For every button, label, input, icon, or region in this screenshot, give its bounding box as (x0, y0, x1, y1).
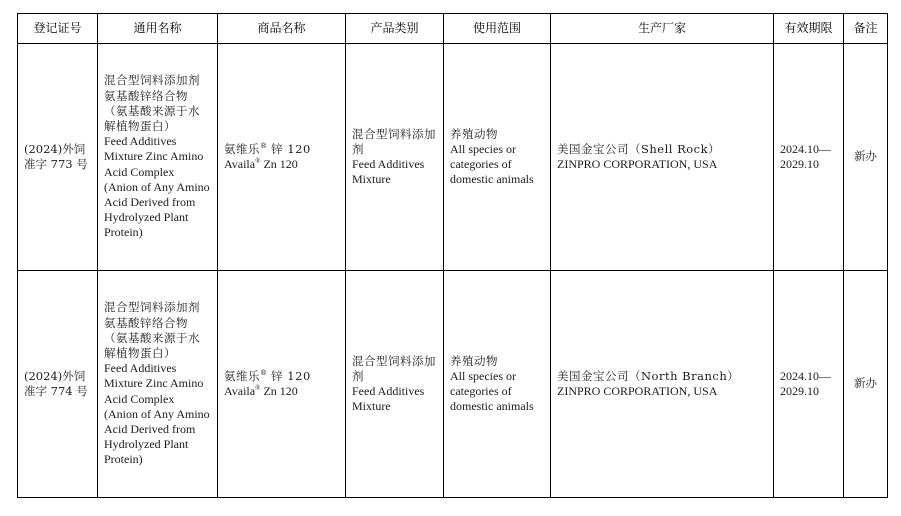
trade-name-en-a: Availa (224, 384, 256, 398)
validity-end: 2029.10 (780, 384, 819, 398)
category-cn: 混合型饲料添加剂 (352, 126, 436, 156)
trade-name-en-b: Zn 120 (260, 157, 298, 171)
trade-name-cn (224, 369, 339, 384)
validity-start: 2024.10— (780, 368, 831, 383)
category-cell (346, 271, 444, 498)
reg-no-line: 准字 773 号 (24, 157, 88, 171)
manufacturer-cell (551, 271, 774, 498)
validity-end: 2029.10 (780, 157, 819, 171)
header-trade-name: 商品名称 (218, 14, 346, 44)
table-row (18, 271, 888, 498)
registered-mark: ® (260, 141, 267, 150)
category-en: Feed Additives Mixture (352, 384, 425, 414)
header-scope: 使用范围 (444, 14, 551, 44)
trade-name-en (224, 384, 339, 399)
trade-name-cell (218, 44, 346, 271)
manufacturer-en: ZINPRO CORPORATION, USA (557, 157, 718, 171)
validity-cell (774, 271, 844, 498)
trade-name-cell (218, 271, 346, 498)
header-reg-no: 登记证号 (18, 14, 98, 44)
trade-name-en-a: Availa (224, 157, 256, 171)
validity-cell (774, 44, 844, 271)
header-validity: 有效期限 (774, 14, 844, 44)
table-row (18, 44, 888, 271)
generic-name-cell (98, 44, 218, 271)
scope-en: All species or categories of domestic animals (450, 368, 534, 414)
trade-name-cn-a: 氨维乐 (224, 368, 260, 383)
header-category: 产品类别 (346, 14, 444, 44)
generic-name-cn: 氨基酸锌络合物 (104, 315, 188, 330)
manufacturer-en: ZINPRO CORPORATION, USA (557, 384, 718, 398)
validity-start: 2024.10— (780, 141, 831, 156)
generic-name-en: Feed Additives Mixture Zinc Amino Acid Complex (Anion of Any Amino Acid Derived from Hydrolyzed Plant Protein) (104, 361, 210, 467)
reg-no-cell (18, 44, 98, 271)
scope-en: All species or categories of domestic animals (450, 141, 534, 187)
remark-cell: 新办 (844, 271, 888, 498)
manufacturer-cn: 美国金宝公司（Shell Rock） (557, 141, 721, 156)
header-remark: 备注 (844, 14, 888, 44)
reg-no-line: 准字 774 号 (24, 384, 88, 398)
generic-name-cn: 解植物蛋白） (104, 118, 176, 133)
reg-no-line: (2024)外饲 (24, 141, 86, 156)
generic-name-cn: 混合型饲料添加剂 (104, 73, 200, 88)
scope-cn: 养殖动物 (450, 353, 498, 368)
scope-cell (444, 271, 551, 498)
registered-mark: ® (260, 368, 267, 377)
generic-name-cn: 解植物蛋白） (104, 345, 176, 360)
header-generic-name: 通用名称 (98, 14, 218, 44)
generic-name-cn: （氨基酸来源于水 (104, 103, 200, 118)
scope-cn: 养殖动物 (450, 126, 498, 141)
scope-cell (444, 44, 551, 271)
trade-name-cn-b: 锌 120 (267, 368, 311, 383)
registration-table (17, 13, 888, 498)
manufacturer-cn: 美国金宝公司（North Branch） (557, 368, 740, 383)
remark-cell: 新办 (844, 44, 888, 271)
header-manufacturer: 生产厂家 (551, 14, 774, 44)
category-cn: 混合型饲料添加剂 (352, 353, 436, 383)
reg-no-cell (18, 271, 98, 498)
manufacturer-cell (551, 44, 774, 271)
trade-name-cn-b: 锌 120 (267, 141, 311, 156)
trade-name-cn-a: 氨维乐 (224, 141, 260, 156)
generic-name-cn: 氨基酸锌络合物 (104, 88, 188, 103)
registered-mark: ® (255, 157, 261, 165)
generic-name-en: Feed Additives Mixture Zinc Amino Acid Complex (Anion of Any Amino Acid Derived from Hydrolyzed Plant Protein) (104, 134, 210, 240)
registered-mark: ® (255, 384, 261, 392)
trade-name-cn (224, 142, 339, 157)
generic-name-cell (98, 271, 218, 498)
generic-name-cn: 混合型饲料添加剂 (104, 300, 200, 315)
trade-name-en-b: Zn 120 (260, 384, 298, 398)
reg-no-line: (2024)外饲 (24, 368, 86, 383)
category-cell (346, 44, 444, 271)
generic-name-cn: （氨基酸来源于水 (104, 330, 200, 345)
trade-name-en (224, 157, 339, 172)
category-en: Feed Additives Mixture (352, 157, 425, 187)
header-row (18, 14, 888, 44)
